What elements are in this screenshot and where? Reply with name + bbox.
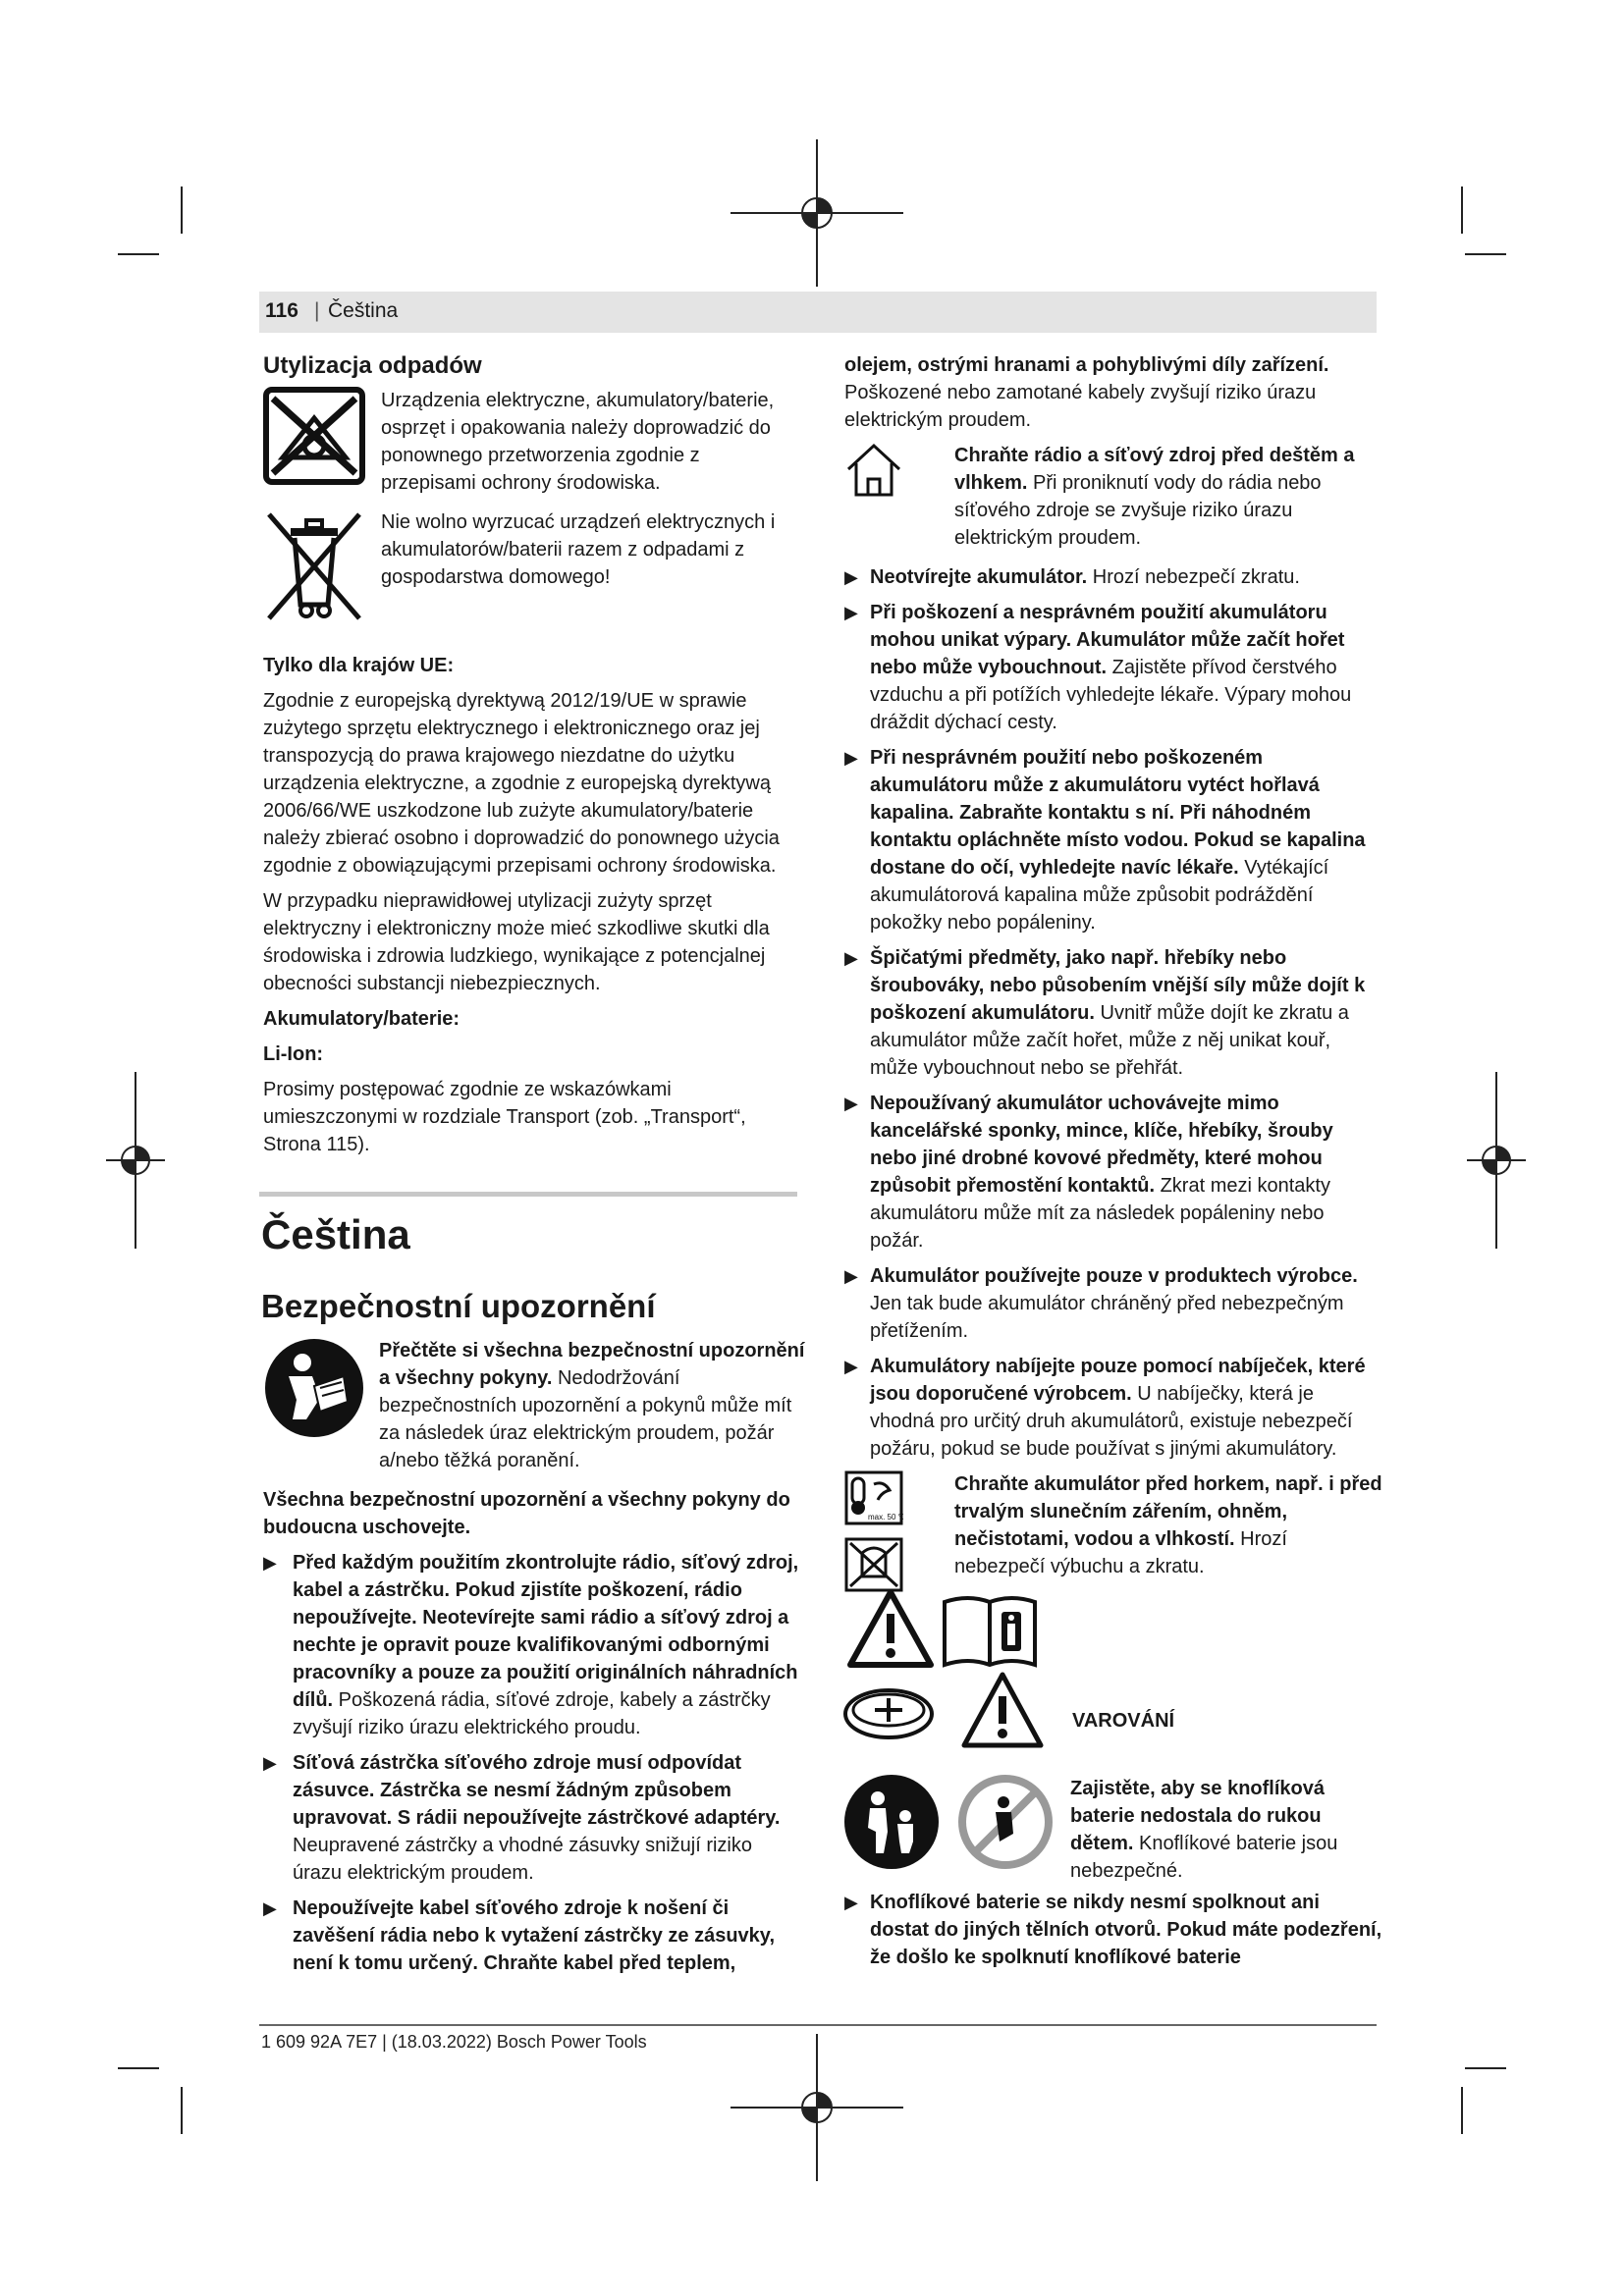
crop-mark [1465, 253, 1506, 255]
rain-text: Při proniknutí vody do rádia nebo síťového zdroje se zvyšuje riziko úrazu elektrickým proudem. [954, 472, 1322, 549]
utylizacja-heading: Utylizacja odpadów [263, 352, 482, 379]
bullet-text: Uvnitř může dojít ke zkratu a akumulátor může začít hořet, může z něj unikat kouř, může vybouchnout nebo se přehřát. [870, 1002, 1349, 1079]
cable-continued-text: Poškozené nebo zamotané kabely zvyšují riziko úrazu elektrickým proudem. [844, 382, 1317, 431]
cable-continued-bold: olejem, ostrými hranami a pohyblivými díly zařízení. [844, 354, 1329, 376]
bullet-arrow-icon: ▶ [263, 1898, 277, 1918]
liion-paragraph: Prosimy postępować zgodnie ze wskazówkami umieszczonymi w rozdziale Transport (zob. „Transport“, Strona 115). [263, 1079, 746, 1155]
cable-continued-paragraph [844, 351, 1382, 434]
bullet-arrow-icon: ▶ [844, 1357, 858, 1376]
recycle-block [263, 387, 799, 505]
bullet-text: Jen tak bude akumulátor chráněný před nebezpečným přetížením. [870, 1293, 1344, 1342]
read-manual-icon [263, 1337, 365, 1439]
bullet-item [844, 1353, 1382, 1463]
heat-warning-icon [844, 1470, 903, 1525]
footer-rule [259, 2024, 1377, 2026]
children-text: Knoflíkové baterie jsou nebezpečné. [1070, 1833, 1338, 1882]
liion-heading: Li-Ion: [263, 1043, 324, 1065]
keep-instructions-note: Všechna bezpečnostní upozornění a všechny pokyny do budoucna uschovejte. [263, 1489, 790, 1538]
bullet-bold: Před každým použitím zkontrolujte rádio, síťový zdroj, kabel a zástrčku. Pokud zjistíte poškození, rádio nepoužívejte. Neotevírejte sami rádio a síťový zdroj a nechte je opravit pouze kvalifikovanými odbornými pracovníky a pouze za použití originálních náhradních dílů. [293, 1552, 799, 1711]
ue-paragraph-1: Zgodnie z europejską dyrektywą 2012/19/UE w sprawie zużytego sprzętu elektrycznego i elektronicznego oraz jej transpozycją do prawa krajowego niezdatne do użytku urządzenia elektryczne, a zgodnie z europejską dyrektywą 2006/66/WE uszkodzone lub zużyte akumulatory/baterie należy zbierać osobno i doprowadzić do ponownego użycia zgodnie z obowiązującymi przepisami ochrony środowiska. [263, 690, 780, 877]
left-column-safety [263, 1337, 805, 1985]
bullet-item [844, 1090, 1382, 1255]
section-title: Čeština [261, 1211, 410, 1257]
bullet-text: Zkrat mezi kontakty akumulátoru může mít za následek popáleniny nebo požár. [870, 1175, 1330, 1252]
bullet-item [263, 1549, 805, 1741]
warning-label: VAROVÁNÍ [1072, 1710, 1175, 1732]
children-note [1070, 1775, 1384, 1893]
header-separator: | [314, 299, 320, 322]
weee-block [263, 508, 799, 632]
bullet-bold: Nepoužívaný akumulátor uchovávejte mimo kancelářské sponky, mince, klíče, hřebíky, šrouby nebo jiné drobné kovové předměty, které mohou způsobit přemostění kontaktů. [870, 1093, 1333, 1197]
bullet-item [844, 744, 1382, 936]
crop-mark [118, 2067, 159, 2069]
bullet-item [263, 1749, 805, 1887]
rain-paragraph [954, 442, 1382, 552]
heat-icon-label: max. 50 °C [868, 1513, 903, 1522]
crop-mark [1461, 2087, 1463, 2134]
bullet-arrow-icon: ▶ [844, 1094, 858, 1113]
bullet-arrow-icon: ▶ [263, 1553, 277, 1573]
bullet-bold: Knoflíkové baterie se nikdy nesmí spolknout ani dostat do jiných tělních otvorů. Pokud máte podezření, že došlo ke spolknutí knoflíkové baterie [870, 1892, 1382, 1968]
bullet-arrow-icon: ▶ [844, 1266, 858, 1286]
akumulatory-heading: Akumulatory/baterie: [263, 1008, 460, 1030]
section-divider [259, 1192, 797, 1197]
coin-cell-battery-icon [842, 1686, 935, 1741]
bullet-arrow-icon: ▶ [844, 603, 858, 622]
crossed-out-bin-icon [263, 508, 365, 624]
bullet-bold: Neotvírejte akumulátor. [870, 566, 1088, 588]
registration-mark-icon [1467, 1072, 1526, 1249]
crop-mark [181, 2087, 183, 2134]
crop-mark [181, 187, 183, 234]
page-header [259, 292, 1377, 333]
heat-bold: Chraňte akumulátor před horkem, např. i před trvalým slunečním zářením, ohněm, nečistotami, vodou a vlhkostí. [954, 1473, 1382, 1550]
indoor-use-house-icon [844, 442, 903, 499]
bullet-text: Hrozí nebezpečí zkratu. [1087, 566, 1300, 588]
registration-mark-icon [106, 1072, 165, 1249]
children-bold: Zajistěte, aby se knoflíková baterie nedostala do rukou dětem. [1070, 1778, 1325, 1854]
bullet-bold: Akumulátory nabíjejte pouze pomocí nabíječek, které jsou doporučené výrobcem. [870, 1356, 1366, 1405]
read-instructions-paragraph [379, 1337, 805, 1474]
bullet-bold: Síťová zástrčka síťového zdroje musí odpovídat zásuvce. Zástrčka se nesmí žádným způsobem upravovat. S rádii nepoužívejte zástrčkové adaptéry. [293, 1752, 781, 1829]
warning-triangle-small-icon [960, 1671, 1045, 1749]
subsection-title: Bezpečnostní upozornění [261, 1288, 656, 1324]
heat-paragraph [954, 1470, 1382, 1580]
page-footer: 1 609 92A 7E7 | (18.03.2022) Bosch Power Tools [261, 2032, 647, 2052]
ue-heading: Tylko dla krajów UE: [263, 655, 455, 676]
bullet-text: Poškozená rádia, síťové zdroje, kabely a zástrčky zvyšují riziko úrazu elektrického proudu. [293, 1689, 771, 1738]
bullet-item [844, 563, 1382, 591]
no-household-waste-icon [263, 387, 365, 485]
read-instructions-text: Nedodržování bezpečnostních upozornění a pokynů může mít za následek úraz elektrickým proudem, požár a/nebo těžká poranění. [379, 1367, 792, 1471]
bullet-arrow-icon: ▶ [844, 748, 858, 768]
bullet-text: Neupravené zástrčky a vhodné zásuvky snižují riziko úrazu elektrickým proudem. [293, 1835, 752, 1884]
rain-bold: Chraňte rádio a síťový zdroj před deštěm a vlhkem. [954, 445, 1355, 494]
crop-mark [1465, 2067, 1506, 2069]
crop-mark [118, 253, 159, 255]
ue-paragraph-2: W przypadku nieprawidłowej utylizacji zużyty sprzęt elektryczny i elektroniczny może mieć szkodliwe skutki dla środowiska i zdrowia ludzkiego, wynikające z potencjalnej obecności substancji niebezpiecznych. [263, 890, 770, 994]
heat-text: Hrozí nebezpečí výbuchu a zkratu. [954, 1528, 1287, 1577]
bullet-arrow-icon: ▶ [844, 567, 858, 587]
read-instructions-bold: Přečtěte si všechna bezpečnostní upozornění a všechny pokyny. [379, 1340, 805, 1389]
warning-triangle-icon [846, 1588, 935, 1669]
page-number: 116 [265, 299, 298, 322]
bullet-item [844, 599, 1382, 736]
utylizacja-paragraph-2: Nie wolno wyrzucać urządzeń elektrycznych i akumulatorów/baterii razem z odpadami z gospodarstwa domowego! [381, 511, 776, 588]
bullet-bold: Při poškození a nesprávném použití akumulátoru mohou unikat výpary. Akumulátor může začít hořet nebo může vybouchnout. [870, 602, 1345, 678]
utylizacja-paragraph-1: Urządzenia elektryczne, akumulatory/baterie, osprzęt i opakowania należy doprowadzić do ponownego przetworzenia zgodnie z przepisami ochrony środowiska. [381, 390, 775, 494]
bullet-arrow-icon: ▶ [263, 1753, 277, 1773]
no-child-icon [956, 1773, 1055, 1871]
bullet-item [844, 1889, 1382, 1971]
bullet-item [844, 1262, 1382, 1345]
crop-mark [1461, 187, 1463, 234]
children-paragraph [1070, 1775, 1384, 1885]
read-manual-block [263, 1337, 805, 1482]
bullet-arrow-icon: ▶ [844, 1893, 858, 1912]
bullet-item [263, 1895, 805, 1977]
bullet-text: Vytékající akumulátorová kapalina může způsobit podráždění pokožky nebo popáleniny. [870, 857, 1329, 934]
registration-mark-icon [731, 2034, 903, 2181]
rain-block [844, 442, 1382, 560]
bullet-arrow-icon: ▶ [844, 948, 858, 968]
left-column [263, 351, 799, 1166]
heat-block [844, 1470, 1382, 1600]
bullet-text: Zajistěte přívod čerstvého vzduchu a při potížích vyhledejte lékaře. Výpary mohou dráždit dýchací cesty. [870, 657, 1352, 733]
right-column [844, 351, 1382, 1604]
right-column-last [844, 1889, 1382, 1979]
no-water-dirt-icon [844, 1537, 903, 1592]
registration-mark-icon [731, 139, 903, 287]
bullet-bold: Akumulátor používejte pouze v produktech výrobce. [870, 1265, 1358, 1287]
bullet-bold: Při nesprávném použití nebo poškozeném akumulátoru může z akumulátoru vytéct hořlavá kapalina. Zabraňte kontaktu s ní. Při náhodném kontaktu opláchněte místo vodou. Pokud se kapalina dostane do očí, vyhledejte navíc lékaře. [870, 747, 1366, 879]
bullet-bold: Špičatými předměty, jako např. hřebíky nebo šroubováky, nebo působením vnější síly může dojít k poškození akumulátoru. [870, 947, 1366, 1024]
bullet-item [844, 944, 1382, 1082]
header-language: Čeština [328, 299, 399, 322]
bullet-bold: Nepoužívejte kabel síťového zdroje k nošení či zavěšení rádia nebo k vytažení zástrčky ze zásuvky, není k tomu určený. Chraňte kabel před teplem, [293, 1897, 775, 1974]
manual-book-icon [941, 1594, 1039, 1669]
bullet-text: U nabíječky, která je vhodná pro určitý druh akumulátorů, existuje nebezpečí požáru, pokud se bude používat s jinými akumulátory. [870, 1383, 1353, 1460]
keep-from-children-icon [842, 1773, 941, 1871]
